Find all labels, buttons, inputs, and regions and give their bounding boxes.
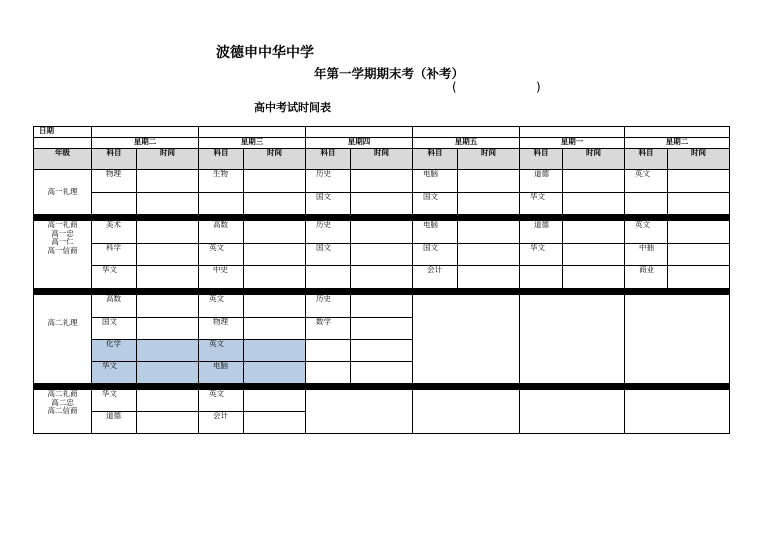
subject-cell: 道德 — [520, 170, 563, 193]
time-cell — [137, 362, 199, 384]
subject-cell — [306, 266, 351, 289]
time-cell — [244, 244, 306, 266]
time-cell — [244, 412, 306, 434]
grade-line: 高一仁 — [51, 237, 74, 247]
subject-cell: 历史 — [306, 295, 351, 318]
time-cell — [351, 318, 413, 340]
header-blank — [34, 138, 92, 149]
subject-cell — [92, 193, 137, 215]
subject-cell: 华文 — [92, 390, 137, 412]
subject-cell — [306, 362, 351, 384]
time-cell — [351, 193, 413, 215]
time-cell — [137, 244, 199, 266]
date-label: 日期 — [34, 127, 92, 138]
time-cell — [563, 266, 625, 289]
table-title: 高中考试时间表 — [254, 101, 331, 114]
subject-cell: 物理 — [92, 170, 137, 193]
time-cell — [668, 170, 730, 193]
grade-line: 高一礼商 — [47, 220, 78, 229]
time-cell — [351, 266, 413, 289]
time-header: 时间 — [244, 149, 306, 170]
subject-cell: 国文 — [306, 193, 351, 215]
time-cell — [137, 221, 199, 244]
subject-cell: 物理 — [199, 318, 244, 340]
time-cell — [244, 295, 306, 318]
time-cell — [351, 295, 413, 318]
subject-cell: 国文 — [92, 318, 137, 340]
time-cell — [244, 221, 306, 244]
time-cell — [137, 295, 199, 318]
time-cell — [137, 390, 199, 412]
grade-cell — [34, 295, 92, 384]
subject-header: 科目 — [199, 149, 244, 170]
subject-header: 科目 — [520, 149, 563, 170]
time-header: 时间 — [563, 149, 625, 170]
subject-cell: 数学 — [306, 318, 351, 340]
subject-cell: 化学 — [92, 340, 137, 362]
date-cell — [306, 127, 413, 138]
day-header: 星期二 — [625, 138, 730, 149]
grade-line: 高一信商 — [47, 245, 78, 255]
subject-cell: 国文 — [413, 244, 458, 266]
time-cell — [244, 340, 306, 362]
subject-cell: 高数 — [92, 295, 137, 318]
grade-cell — [34, 390, 92, 434]
subject-cell: 华文 — [92, 266, 137, 289]
grade-line: 高二礼理 — [47, 318, 78, 327]
time-header: 时间 — [351, 149, 413, 170]
time-header: 时间 — [137, 149, 199, 170]
time-cell — [458, 266, 520, 289]
subject-cell — [199, 193, 244, 215]
time-header: 时间 — [668, 149, 730, 170]
grade-line: 高一忠 — [51, 228, 74, 238]
time-cell — [351, 221, 413, 244]
time-cell — [137, 266, 199, 289]
time-cell — [137, 193, 199, 215]
day-header: 星期四 — [306, 138, 413, 149]
day-header: 星期三 — [199, 138, 306, 149]
subject-cell: 美术 — [92, 221, 137, 244]
school-name: 波德申中华中学 — [216, 45, 314, 61]
grade-line: 高一礼理 — [47, 186, 78, 196]
subject-cell: 英文 — [199, 340, 244, 362]
date-cell — [92, 127, 199, 138]
time-cell — [458, 170, 520, 193]
subject-cell — [520, 266, 563, 289]
time-cell — [137, 170, 199, 193]
subject-header: 科目 — [92, 149, 137, 170]
subject-cell: 会计 — [199, 412, 244, 434]
subject-cell: 华文 — [520, 193, 563, 215]
paren-open: ( — [452, 80, 457, 94]
subject-cell: 英文 — [199, 295, 244, 318]
subject-cell: 电脑 — [413, 170, 458, 193]
time-cell — [563, 244, 625, 266]
time-cell — [458, 221, 520, 244]
subject-cell: 国文 — [306, 244, 351, 266]
subject-cell: 电脑 — [413, 221, 458, 244]
grade-header: 年级 — [34, 149, 92, 170]
subject-cell: 道德 — [92, 412, 137, 434]
exam-title: 年第一学期期末考（补考） — [314, 66, 465, 81]
grade-cell — [34, 170, 92, 215]
subject-cell: 商业 — [625, 266, 668, 289]
date-cell — [625, 127, 730, 138]
date-cell — [413, 127, 520, 138]
day-header: 星期二 — [92, 138, 199, 149]
time-cell — [244, 266, 306, 289]
time-cell — [137, 412, 199, 434]
day-header: 星期一 — [520, 138, 625, 149]
subject-cell: 中史 — [199, 266, 244, 289]
empty-cell — [413, 295, 520, 384]
empty-cell — [520, 390, 625, 434]
time-cell — [137, 318, 199, 340]
time-cell — [244, 193, 306, 215]
time-cell — [244, 390, 306, 412]
subject-cell: 华文 — [92, 362, 137, 384]
empty-cell — [306, 390, 413, 434]
subject-cell: 中抽 — [625, 244, 668, 266]
time-cell — [244, 318, 306, 340]
subject-header: 科目 — [413, 149, 458, 170]
date-cell — [199, 127, 306, 138]
time-cell — [668, 221, 730, 244]
subject-cell: 会计 — [413, 266, 458, 289]
time-cell — [458, 193, 520, 215]
subject-cell: 英文 — [625, 170, 668, 193]
time-header: 时间 — [458, 149, 520, 170]
time-cell — [563, 170, 625, 193]
grade-line: 高二信商 — [47, 406, 78, 416]
day-header: 星期五 — [413, 138, 520, 149]
time-cell — [458, 244, 520, 266]
subject-cell: 高数 — [199, 221, 244, 244]
subject-cell: 生物 — [199, 170, 244, 193]
subject-cell: 电脑 — [199, 362, 244, 384]
subject-cell: 历史 — [306, 170, 351, 193]
date-cell — [520, 127, 625, 138]
time-cell — [668, 244, 730, 266]
time-cell — [244, 362, 306, 384]
subject-cell — [306, 340, 351, 362]
grade-line: 高二忠 — [51, 397, 74, 407]
time-cell — [668, 266, 730, 289]
subject-header: 科目 — [306, 149, 351, 170]
subject-cell: 科学 — [92, 244, 137, 266]
exam-schedule-table — [33, 126, 730, 434]
empty-cell — [625, 390, 730, 434]
time-cell — [137, 340, 199, 362]
time-cell — [668, 193, 730, 215]
subject-header: 科目 — [625, 149, 668, 170]
paren-close: ) — [536, 80, 541, 94]
subject-cell: 英文 — [625, 221, 668, 244]
time-cell — [244, 170, 306, 193]
time-cell — [563, 193, 625, 215]
subject-cell: 华文 — [520, 244, 563, 266]
time-cell — [563, 221, 625, 244]
time-cell — [351, 244, 413, 266]
subject-cell: 国文 — [413, 193, 458, 215]
grade-cell — [34, 221, 92, 289]
subject-cell: 历史 — [306, 221, 351, 244]
grade-line: 高二礼商 — [47, 389, 78, 398]
subject-cell: 道德 — [520, 221, 563, 244]
time-cell — [351, 340, 413, 362]
empty-cell — [625, 295, 730, 384]
empty-cell — [520, 295, 625, 384]
time-cell — [351, 362, 413, 384]
time-cell — [351, 170, 413, 193]
empty-cell — [413, 390, 520, 434]
subject-cell — [625, 193, 668, 215]
subject-cell: 英文 — [199, 390, 244, 412]
subject-cell: 英文 — [199, 244, 244, 266]
